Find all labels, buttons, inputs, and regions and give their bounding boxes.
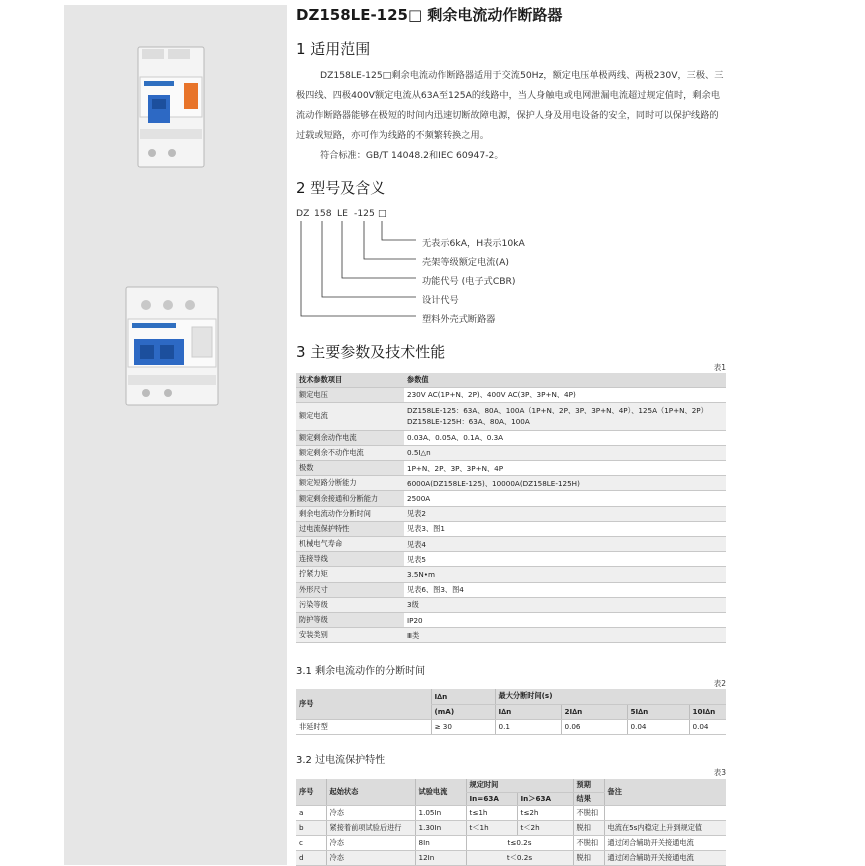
table-cell: 1.30In [415, 820, 466, 835]
t3-header-current: 试验电流 [415, 779, 466, 805]
overcurrent-table [296, 779, 726, 866]
model-diagram [296, 208, 726, 328]
table-row [296, 521, 726, 536]
t2-header-max: 最大分断时间(s) [495, 689, 726, 704]
table-cell: 冷态 [326, 805, 415, 820]
meaning-function-code: 功能代号 (电子式CBR) [422, 276, 516, 287]
breaker-2p-image [64, 5, 287, 865]
t3-header-time: 规定时间 [466, 779, 573, 792]
param-value: 见表2 [404, 506, 726, 521]
params-table [296, 373, 726, 643]
table-cell: 紧接着前项试验后进行 [326, 820, 415, 835]
table-cell: 8In [415, 835, 466, 850]
t3-sub-gt63: In＞63A [517, 792, 573, 805]
table-row [296, 850, 726, 865]
t2-sub-2: 2I∆n [561, 704, 627, 719]
t3-header-result: 结果 [573, 792, 604, 805]
t2-cell-type: 非延时型 [296, 719, 431, 734]
table-row [296, 567, 726, 582]
section31-heading: 3.1 剩余电流动作的分断时间 [296, 666, 426, 677]
param-value: 见表4 [404, 537, 726, 552]
table-row [296, 445, 726, 460]
param-value: Ⅲ类 [404, 628, 726, 643]
table-row [296, 820, 726, 835]
section1-body [296, 66, 726, 166]
table-row [296, 537, 726, 552]
code-part-158: 158 [314, 208, 332, 219]
param-value: 1P+N、2P、3P、3P+N、4P [404, 461, 726, 476]
param-value: 3.5N•m [404, 567, 726, 582]
code-part-dz: DZ [296, 208, 310, 219]
scope-text: DZ158LE-125□剩余电流动作断路器适用于交流50Hz，额定电压单极两线、两极230V，三极、三极四线、四极400V额定电流从63A至125A的线路中，当人身触电或电网泄漏电流超过规定值时，剩余电流动作断路器能够在极短的时间内迅速切断故障电源，保护人身及用电设备的安全，同时可以保护线路的过载或短路，亦可作为线路的不频繁转换之用。 [296, 70, 724, 141]
code-part-box: □ [378, 208, 387, 219]
table-cell: 1.05In [415, 805, 466, 820]
section32-heading: 3.2 过电流保护特性 [296, 755, 386, 766]
table-cell: 冷态 [326, 835, 415, 850]
t2-cell-t4: 0.04 [689, 719, 726, 734]
model-leader-lines [296, 208, 726, 328]
param-value: 6000A(DZ158LE-125)、10000A(DZ158LE-125H) [404, 476, 726, 491]
t2-header-idn: I∆n [431, 689, 495, 704]
table-row [296, 552, 726, 567]
meaning-design-code: 设计代号 [422, 295, 459, 306]
param-value: 0.03A、0.05A、0.1A、0.3A [404, 430, 726, 445]
param-value: 见表3、图1 [404, 521, 726, 536]
standard-text: 符合标准：GB/T 14048.2和IEC 60947-2。 [320, 150, 504, 161]
t3-sub-63: In=63A [466, 792, 517, 805]
param-name: 剩余电流动作分断时间 [296, 506, 404, 521]
params-header-value: 参数值 [404, 373, 726, 387]
param-value: 2500A [404, 491, 726, 506]
param-name: 额定电流 [296, 402, 404, 430]
table-cell: 不脱扣 [573, 835, 604, 850]
table-row [296, 402, 726, 430]
param-name: 外形尺寸 [296, 582, 404, 597]
t2-sub-4: 10I∆n [689, 704, 726, 719]
table-cell [604, 805, 726, 820]
table-cell: t≤1h [466, 805, 517, 820]
param-value: IP20 [404, 612, 726, 627]
param-name: 额定剩余接通和分断能力 [296, 491, 404, 506]
param-name: 极数 [296, 461, 404, 476]
section3-heading: 3 主要参数及技术性能 [296, 343, 446, 361]
table-row [296, 461, 726, 476]
table-cell: t＜0.2s [466, 850, 573, 865]
t3-header-seq: 序号 [296, 779, 326, 805]
table-cell: 12In [415, 850, 466, 865]
section2-heading: 2 型号及含义 [296, 179, 386, 197]
t3-header-expect: 预期 [573, 779, 604, 792]
t3-header-state: 起始状态 [326, 779, 415, 805]
t2-sub-1: I∆n [495, 704, 561, 719]
table-cell: 冷态 [326, 850, 415, 865]
param-value: 见表6、图3、图4 [404, 582, 726, 597]
param-value: 0.5I△n [404, 445, 726, 460]
param-name: 机械电气寿命 [296, 537, 404, 552]
param-name: 连接导线 [296, 552, 404, 567]
table-row [296, 835, 726, 850]
table-cell: 电流在5s内稳定上升到规定值 [604, 820, 726, 835]
table-cell: a [296, 805, 326, 820]
product-image-panel [64, 5, 287, 865]
param-name: 额定短路分断能力 [296, 476, 404, 491]
table-cell: t≤2h [517, 805, 573, 820]
params-header-item: 技术参数项目 [296, 373, 404, 387]
table-cell: b [296, 820, 326, 835]
t2-sub-3: 5I∆n [627, 704, 689, 719]
code-part-125: -125 [354, 208, 375, 219]
code-part-le: LE [337, 208, 348, 219]
table-cell: c [296, 835, 326, 850]
t2-cell-t3: 0.04 [627, 719, 689, 734]
param-name: 防护等级 [296, 612, 404, 627]
table-cell: 脱扣 [573, 850, 604, 865]
t2-header-seq: 序号 [296, 689, 431, 719]
meaning-frame-current: 壳架等级额定电流(A) [422, 257, 509, 268]
table-row [296, 597, 726, 612]
table-cell: d [296, 850, 326, 865]
table-cell: t＜1h [466, 820, 517, 835]
table-row [296, 612, 726, 627]
table2-label: 表2 [713, 679, 726, 688]
param-name: 安装类别 [296, 628, 404, 643]
table-row [296, 506, 726, 521]
table-cell: 通过闭合辅助开关接通电流 [604, 835, 726, 850]
table-row [296, 628, 726, 643]
param-name: 拧紧力矩 [296, 567, 404, 582]
meaning-breaking-capacity: 无表示6kA，H表示10kA [422, 238, 525, 249]
meaning-mccb: 塑料外壳式断路器 [422, 314, 496, 325]
trip-time-table [296, 689, 726, 735]
table1-label: 表1 [713, 363, 726, 372]
param-name: 额定电压 [296, 387, 404, 402]
t3-header-note: 备注 [604, 779, 726, 805]
t2-header-ma: (mA) [431, 704, 495, 719]
t2-cell-t2: 0.06 [561, 719, 627, 734]
param-name: 额定剩余动作电流 [296, 430, 404, 445]
t2-cell-idn: ≥ 30 [431, 719, 495, 734]
table-row [296, 582, 726, 597]
table-row [296, 476, 726, 491]
param-name: 额定剩余不动作电流 [296, 445, 404, 460]
table-row [296, 387, 726, 402]
page-title: DZ158LE-125□ 剩余电流动作断路器 [296, 6, 563, 24]
table-cell: t＜2h [517, 820, 573, 835]
table-cell: t≤0.2s [466, 835, 573, 850]
table-row [296, 430, 726, 445]
table-cell: 通过闭合辅助开关接通电流 [604, 850, 726, 865]
table-row [296, 491, 726, 506]
table3-label: 表3 [713, 768, 726, 777]
table-cell: 脱扣 [573, 820, 604, 835]
param-name: 过电流保护特性 [296, 521, 404, 536]
param-value: 230V AC(1P+N、2P)、400V AC(3P、3P+N、4P) [404, 387, 726, 402]
param-value: 3级 [404, 597, 726, 612]
table-row [296, 805, 726, 820]
section1-heading: 1 适用范围 [296, 40, 371, 58]
table-cell: 不脱扣 [573, 805, 604, 820]
param-value: 见表5 [404, 552, 726, 567]
param-name: 污染等级 [296, 597, 404, 612]
t2-cell-t1: 0.1 [495, 719, 561, 734]
param-value: DZ158LE-125：63A、80A、100A（1P+N、2P、3P、3P+N、4P）、125A（1P+N、2P） DZ158LE-125H：63A、80A、100A [404, 402, 726, 430]
